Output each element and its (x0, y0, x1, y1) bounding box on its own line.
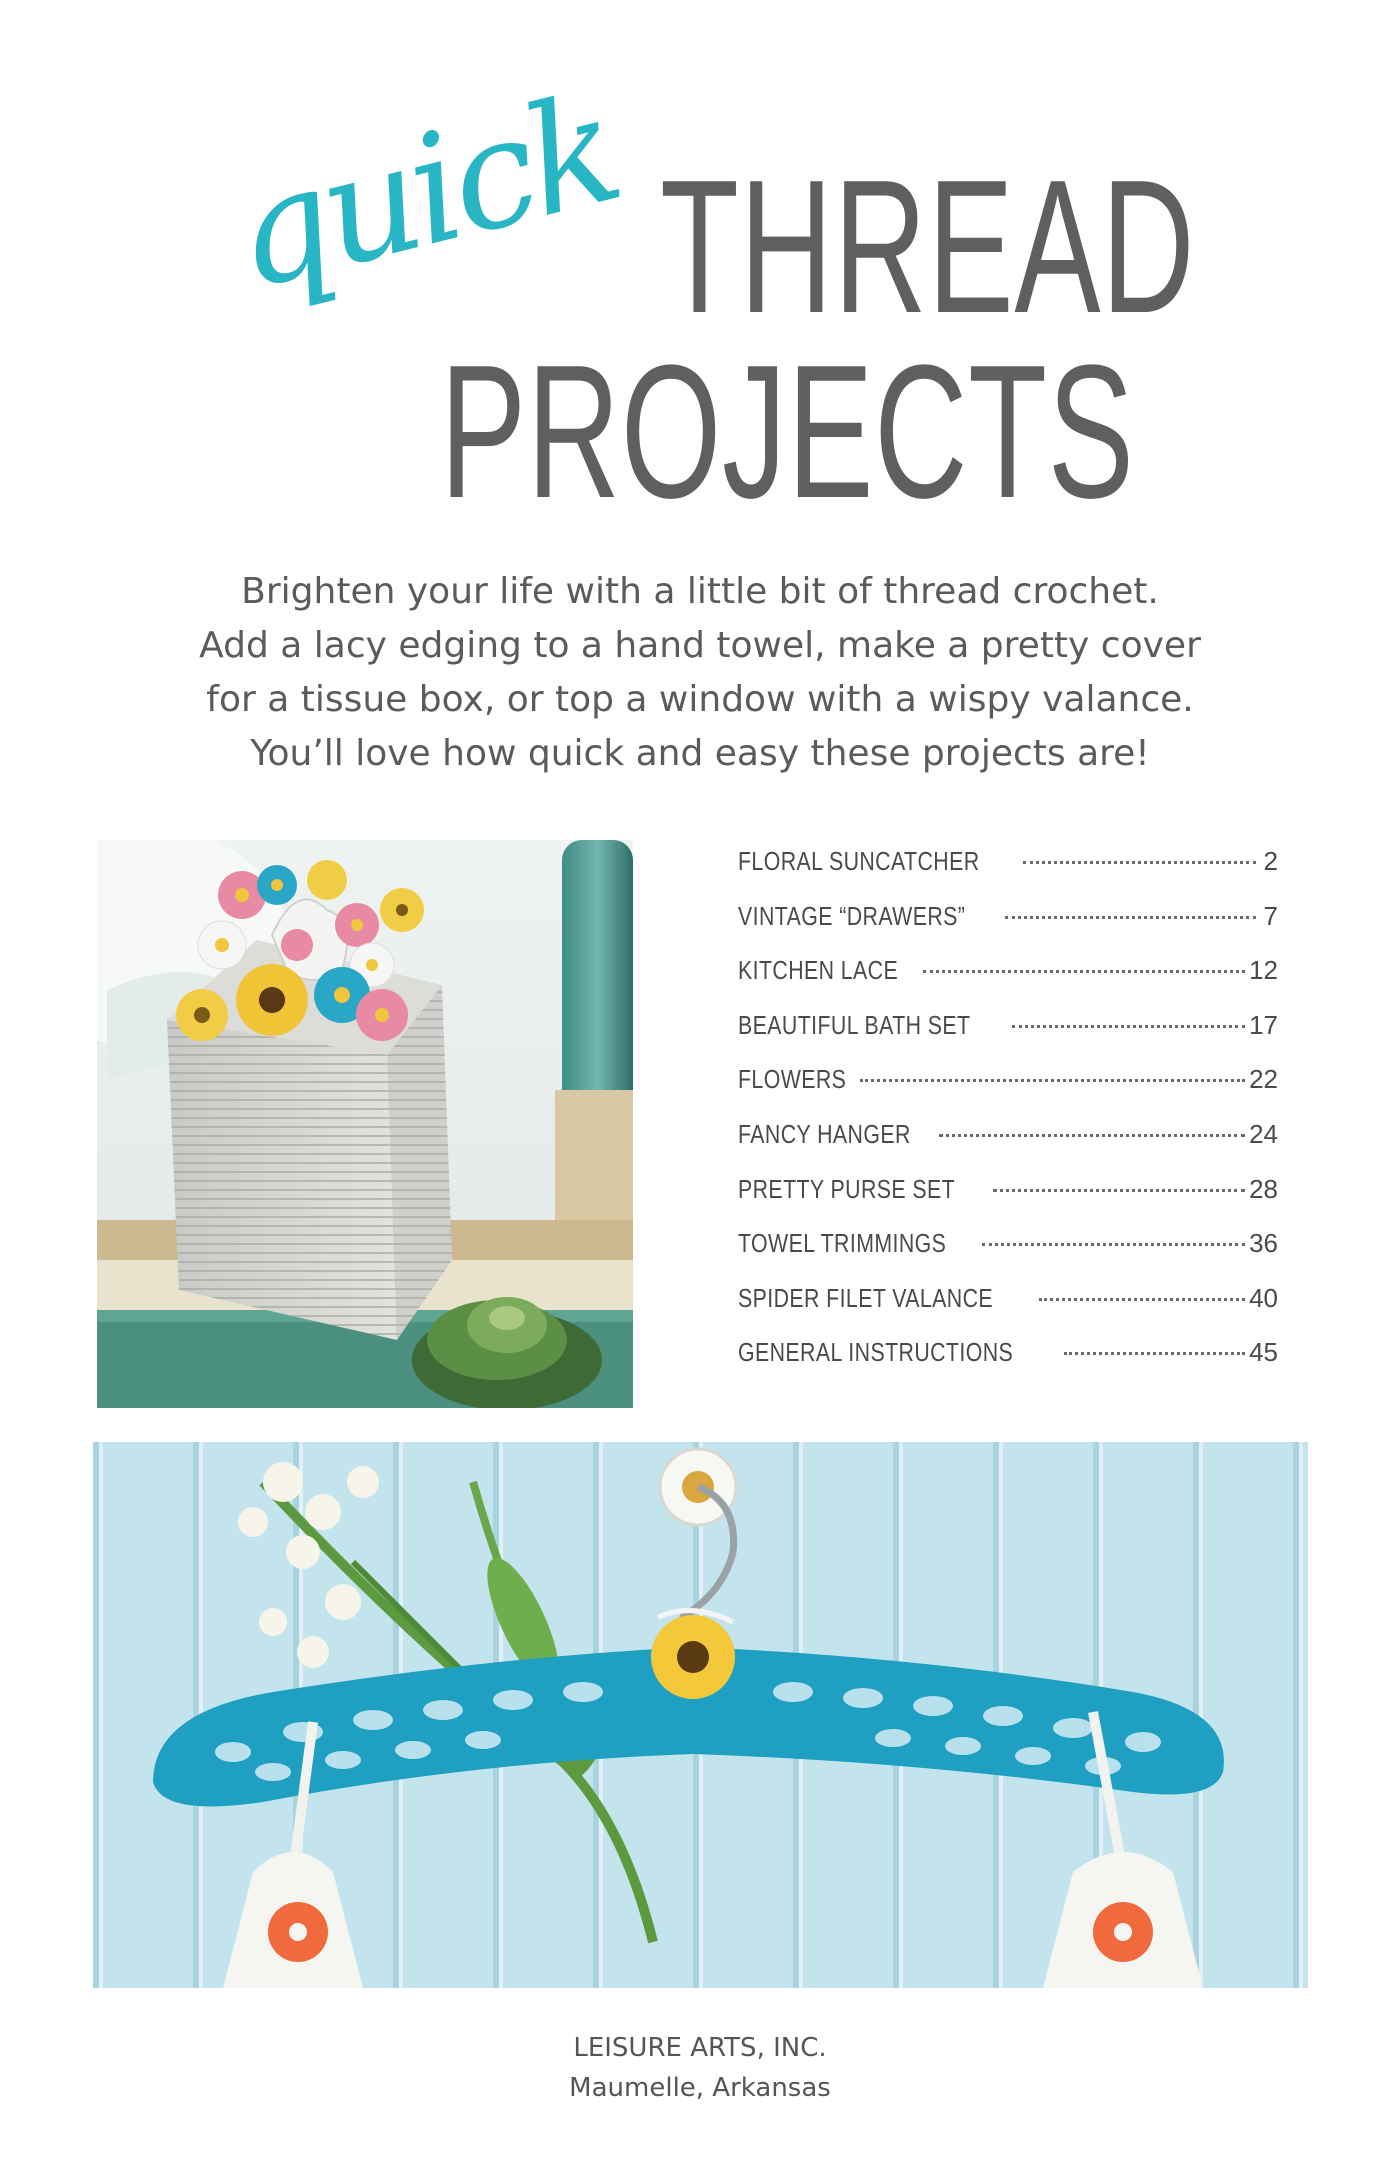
toc-leader-dots (1023, 861, 1256, 864)
toc-entry-title: GENERAL INSTRUCTIONS (738, 1337, 1014, 1368)
toc-entry-page: 40 (1249, 1282, 1278, 1313)
toc-entry-title: BEAUTIFUL BATH SET (738, 1009, 971, 1040)
toc-entry[interactable] (738, 1275, 1278, 1330)
toc-entry-title: FANCY HANGER (738, 1118, 911, 1149)
toc-entry[interactable] (738, 1220, 1278, 1275)
title-line-1: THREAD (660, 141, 1196, 353)
title-script-word: quick (215, 61, 633, 325)
toc-entry-title: FLOWERS (738, 1064, 847, 1095)
intro-line: for a tissue box, or top a window with a wispy valance. (206, 679, 1194, 720)
hanger-photo (93, 1442, 1308, 1988)
toc-entry-title: VINTAGE “DRAWERS” (738, 900, 966, 931)
toc-entry[interactable] (738, 1111, 1278, 1166)
toc-entry-page: 17 (1249, 1009, 1278, 1040)
toc-entry[interactable] (738, 1002, 1278, 1057)
intro-line: You’ll love how quick and easy these projects are! (250, 733, 1150, 774)
toc-entry-page: 24 (1249, 1118, 1278, 1149)
publisher-location: Maumelle, Arkansas (569, 2073, 831, 2103)
publisher-block (400, 2028, 1000, 2108)
toc-leader-dots (1012, 1025, 1246, 1028)
toc-entry-page: 28 (1249, 1173, 1278, 1204)
toc-entry-page: 7 (1263, 900, 1278, 931)
toc-leader-dots (982, 1243, 1245, 1246)
toc-entry-page: 22 (1249, 1064, 1278, 1095)
publisher-name: LEISURE ARTS, INC. (573, 2033, 827, 2063)
toc-entry-title: KITCHEN LACE (738, 955, 899, 986)
toc-entry[interactable] (738, 1166, 1278, 1221)
title-block (0, 0, 1400, 538)
toc-entry-page: 36 (1249, 1228, 1278, 1259)
toc-leader-dots (939, 1134, 1245, 1137)
toc-leader-dots (1005, 916, 1256, 919)
toc-entry[interactable] (738, 1329, 1278, 1384)
toc-leader-dots (1039, 1298, 1245, 1301)
toc-leader-dots (923, 970, 1245, 973)
toc-entry[interactable] (738, 947, 1278, 1002)
toc-leader-dots (860, 1079, 1245, 1082)
toc-leader-dots (1064, 1352, 1246, 1355)
toc-entry[interactable] (738, 1056, 1278, 1111)
toc-entry-page: 2 (1263, 846, 1278, 876)
toc-entry-page: 45 (1249, 1337, 1278, 1368)
toc-entry-title: PRETTY PURSE SET (738, 1173, 956, 1204)
toc-entry[interactable] (738, 838, 1278, 893)
title-line-2: PROJECTS (440, 326, 1135, 538)
intro-line: Add a lacy edging to a hand towel, make a pretty cover (199, 625, 1201, 666)
toc-entry-title: FLORAL SUNCATCHER (738, 846, 980, 876)
toc-entry[interactable] (738, 893, 1278, 948)
intro-line: Brighten your life with a little bit of thread crochet. (241, 571, 1159, 612)
tissue-box-photo (97, 840, 633, 1408)
toc-entry-title: SPIDER FILET VALANCE (738, 1282, 994, 1313)
intro-paragraph (150, 565, 1250, 781)
toc-leader-dots (993, 1189, 1245, 1192)
table-of-contents (738, 838, 1278, 1384)
toc-entry-title: TOWEL TRIMMINGS (738, 1228, 947, 1259)
toc-entry-page: 12 (1249, 955, 1278, 986)
